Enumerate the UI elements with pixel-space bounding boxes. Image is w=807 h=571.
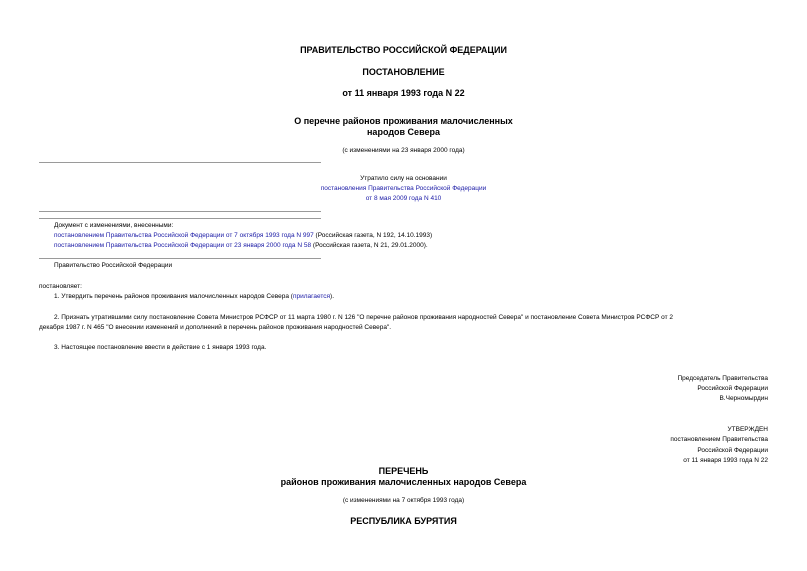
divider: [39, 211, 321, 212]
repealed-decree-date-link[interactable]: от 8 мая 2009 года N 410: [365, 195, 442, 202]
amendment-item: [54, 242, 428, 249]
paragraph-2-line2: декабря 1987 г. N 465 "О внесении изменений и дополнений в перечень районов проживания народностей Севера".: [39, 324, 392, 331]
approval-line2: постановлением Правительства: [670, 436, 768, 443]
appendix-link[interactable]: прилагается: [292, 293, 331, 300]
paragraph-1-end: ).: [330, 293, 335, 300]
approval-line4: от 11 января 1993 года N 22: [683, 457, 768, 464]
amendment-link-1[interactable]: постановлением Правительства Российской Федерации от 7 октября 1993 года N 997: [54, 232, 314, 239]
decrees-word: постановляет:: [39, 283, 82, 290]
list-title: ПЕРЕЧЕНЬ: [378, 466, 429, 476]
amendment-item: [54, 232, 432, 239]
changes-note: (с изменениями на 23 января 2000 года): [342, 147, 465, 154]
amendments-intro: Документ с изменениями, внесенными:: [54, 222, 174, 229]
amendment-link-2[interactable]: постановлением Правительства Российской Федерации от 23 января 2000 года N 58: [54, 242, 312, 249]
divider: [39, 258, 321, 259]
government-heading: ПРАВИТЕЛЬСТВО РОССИЙСКОЙ ФЕДЕРАЦИИ: [300, 45, 507, 55]
approval-line3: Российской Федерации: [697, 447, 768, 454]
paragraph-1: [54, 293, 334, 300]
signature-title: Председатель Правительства: [677, 375, 768, 382]
republic-heading: РЕСПУБЛИКА БУРЯТИЯ: [350, 516, 457, 526]
repealed-decree-link[interactable]: постановления Правительства Российской Федерации: [320, 185, 487, 192]
repealed-link-line1[interactable]: [0, 185, 807, 192]
amendment-source-2: (Российская газета, N 21, 29.01.2000).: [311, 242, 428, 249]
repealed-note: Утратило силу на основании: [360, 175, 447, 182]
document-type: ПОСТАНОВЛЕНИЕ: [362, 67, 445, 77]
paragraph-1-text: 1. Утвердить перечень районов проживания малочисленных народов Севера (: [54, 293, 293, 300]
signature-organization: Российской Федерации: [697, 385, 768, 392]
paragraph-3: 3. Настоящее постановление ввести в действие с 1 января 1993 года.: [54, 344, 267, 351]
issuer: Правительство Российской Федерации: [54, 262, 173, 269]
divider: [39, 218, 321, 219]
signature-name: В.Черномырдин: [719, 395, 768, 402]
document-title-line1: О перечне районов проживания малочисленных: [294, 116, 513, 126]
repealed-link-line2[interactable]: [0, 195, 807, 202]
amendment-source-1: (Российская газета, N 192, 14.10.1993): [313, 232, 433, 239]
document-title-line2: народов Севера: [367, 127, 440, 137]
approval-heading: УТВЕРЖДЕН: [727, 426, 768, 433]
list-subtitle: районов проживания малочисленных народов Севера: [280, 477, 527, 487]
list-changes-note: (с изменениями на 7 октября 1993 года): [342, 497, 465, 504]
divider: [39, 162, 321, 163]
document-date-number: от 11 января 1993 года N 22: [342, 88, 465, 98]
paragraph-2-line1: 2. Признать утратившими силу постановление Совета Министров РСФСР от 11 марта 1980 г. N 126 "О перечне районов проживания народностей Севера" и постановление Совета Министров РСФСР от 2: [54, 314, 673, 321]
